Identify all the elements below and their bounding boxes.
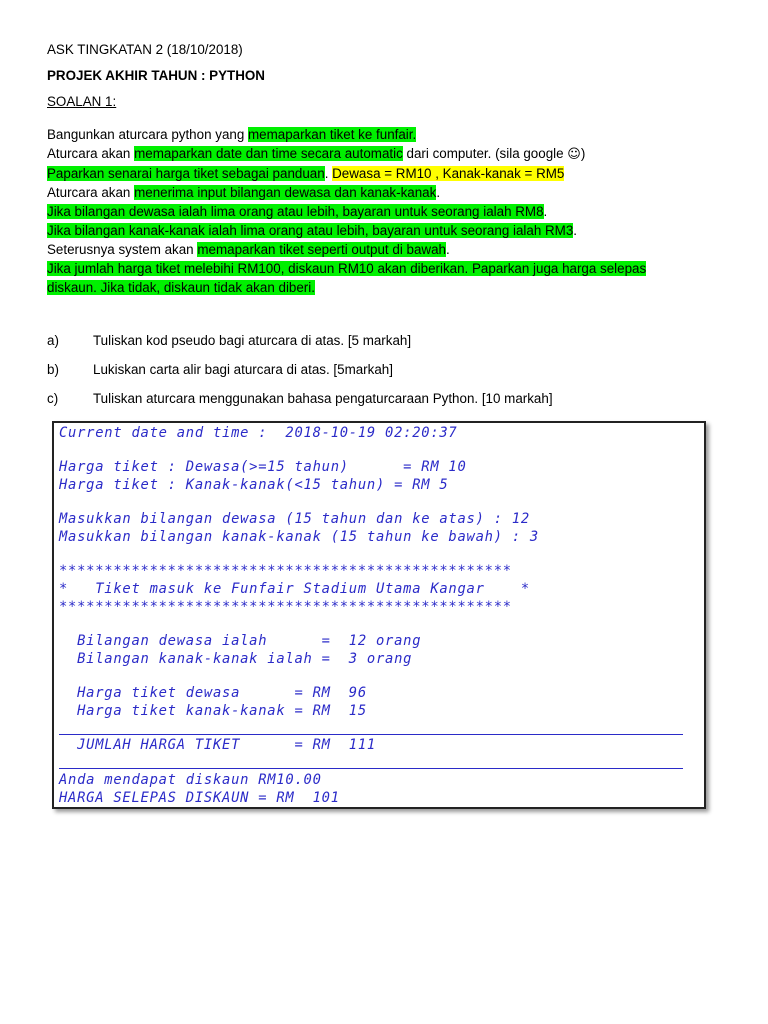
highlighted-text: Jika bilangan kanak-kanak ialah lima orang atau lebih, bayaran untuk seorang ialah RM3 [47,223,574,238]
instruction-line [47,183,737,202]
task-label: c) [47,391,59,406]
plain-text: Aturcara akan [47,146,135,161]
console-after-discount: HARGA SELEPAS DISKAUN = RM 101 [59,790,340,806]
highlighted-text: memaparkan tiket ke funfair. [248,127,417,142]
instruction-line [47,259,737,278]
plain-text: . [445,242,450,257]
console-divider [59,768,683,769]
highlighted-text: Paparkan senarai harga tiket sebagai panduan [47,166,325,181]
page-title: PROJEK AKHIR TAHUN : PYTHON [47,68,265,83]
task-label: a) [47,333,59,348]
instruction-paragraph [47,125,737,297]
plain-text: Bangunkan aturcara python yang [47,127,249,142]
task-label: b) [47,362,59,377]
console-ticket-banner: * Tiket masuk ke Funfair Stadium Utama Kangar * [59,581,530,597]
console-cost-adult: Harga tiket dewasa = RM 96 [59,685,367,701]
console-price-adult: Harga tiket : Dewasa(>=15 tahun) = RM 10 [59,459,467,475]
worksheet [47,40,737,418]
list-item [47,389,737,408]
task-text: Tuliskan kod pseudo bagi aturcara di atas. [5 markah] [93,333,412,348]
console-input-child: Masukkan bilangan kanak-kanak (15 tahun ke bawah) : 3 [59,529,539,545]
console-star-border: ************************************************** [59,599,512,615]
page-header: ASK TINGKATAN 2 (18/10/2018) [47,42,243,57]
plain-text: ) [580,146,586,161]
console-total: JUMLAH HARGA TIKET = RM 111 [59,737,376,753]
console-star-border: ************************************************** [59,563,512,579]
highlighted-text: memaparkan tiket seperti output di bawah [197,242,446,257]
list-item [47,331,737,350]
highlighted-text: memaparkan date dan time secara automatic [134,146,403,161]
console-input-adult: Masukkan bilangan dewasa (15 tahun dan ke atas) : 12 [59,511,530,527]
plain-text: Aturcara akan [47,185,135,200]
console-divider [59,734,683,735]
console-discount: Anda mendapat diskaun RM10.00 [59,772,322,788]
task-list [47,331,737,408]
console-count-adult: Bilangan dewasa ialah = 12 orang [59,633,422,649]
instruction-line [47,164,737,183]
plain-text: dari computer. (sila google [402,146,568,161]
plain-text: Seterusnya system akan [47,242,198,257]
instruction-line [47,202,737,221]
list-item [47,360,737,379]
smiley-icon: ☺ [567,147,581,162]
highlighted-text: Jika bilangan dewasa ialah lima orang atau lebih, bayaran untuk seorang ialah RM8 [47,204,544,219]
instruction-line [47,240,737,259]
highlighted-text: diskaun. Jika tidak, diskaun tidak akan diberi. [47,280,315,295]
console-output-screenshot [52,421,706,809]
plain-text: . [324,166,333,181]
instruction-line [47,278,737,297]
plain-text: . [573,223,578,238]
task-text: Tuliskan aturcara menggunakan bahasa pengaturcaraan Python. [10 markah] [93,391,553,406]
console-count-child: Bilangan kanak-kanak ialah = 3 orang [59,651,413,667]
instruction-line [47,144,737,164]
highlighted-text: Jika jumlah harga tiket melebihi RM100, diskaun RM10 akan diberikan. Paparkan juga harga selepas [47,261,647,276]
console-date-line: Current date and time : 2018-10-19 02:20:37 [59,425,458,441]
plain-text: . [543,204,548,219]
instruction-line [47,125,737,144]
task-text: Lukiskan carta alir bagi aturcara di atas. [5markah] [93,362,393,377]
console-cost-child: Harga tiket kanak-kanak = RM 15 [59,703,367,719]
instruction-line [47,221,737,240]
console-price-child: Harga tiket : Kanak-kanak(<15 tahun) = RM 5 [59,477,449,493]
yellow-highlighted-text: Dewasa = RM10 , Kanak-kanak = RM5 [332,166,565,181]
plain-text: . [436,185,441,200]
highlighted-text: menerima input bilangan dewasa dan kanak-kanak [134,185,437,200]
question-heading: SOALAN 1: [47,94,117,109]
